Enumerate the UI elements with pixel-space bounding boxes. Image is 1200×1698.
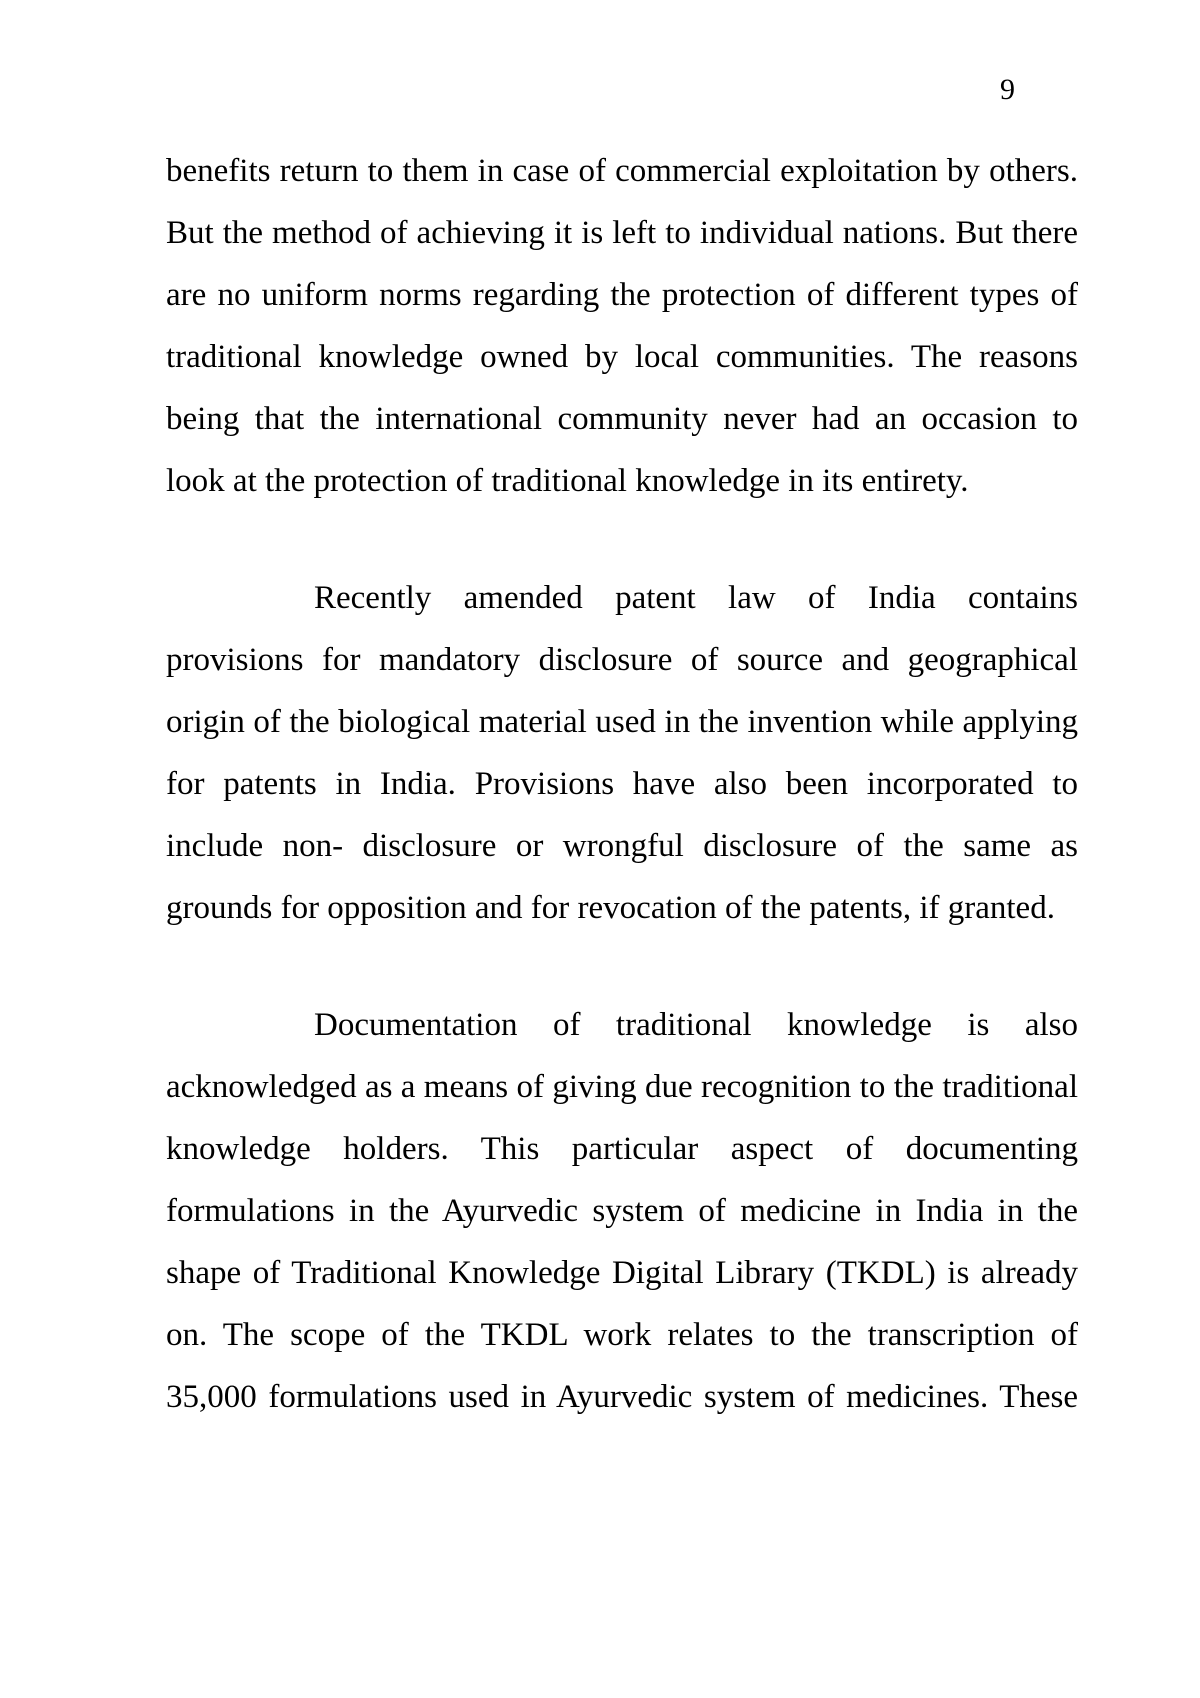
paragraph-documentation: Documentation of traditional knowledge is also acknowledged as a means of giving due recognition to the traditional knowledge holders. This particular aspect of documenting formulations in the Ayurvedic system of medicine in India in the shape of Traditional Knowledge Digital Library (TKDL) is already on. The scope of the TKDL work relates to the transcription of 35,000 formulations used in Ayurvedic system of medicines. These <box>166 1007 1078 1415</box>
paragraph-patent-law: Recently amended patent law of India contains provisions for mandatory disclosure of source and geographical origin of the biological material used in the invention while applying for patents in India. Provisions have also been incorporated to include non- disclosure or wrongful disclosure of the same as grounds for opposition and for revocation of the patents, if granted. <box>166 580 1078 926</box>
paragraph-continuation: benefits return to them in case of commercial exploitation by others. But the method of achieving it is left to individual nations. But there are no uniform norms regarding the protection of different types of traditional knowledge owned by local communities. The reasons being that the international community never had an occasion to look at the protection of traditional knowledge in its entirety. <box>166 153 1078 499</box>
page-body <box>166 140 1078 1428</box>
page-number: 9 <box>1000 73 1015 106</box>
